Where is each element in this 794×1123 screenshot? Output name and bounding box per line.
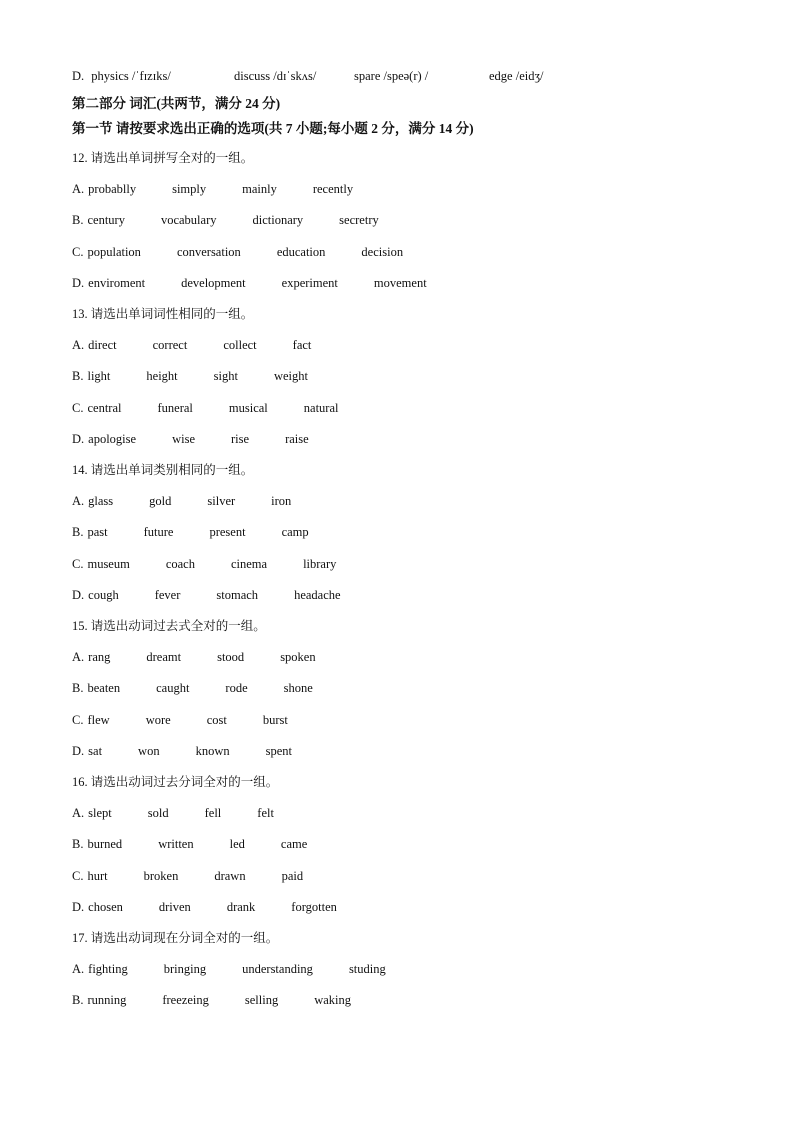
option-word: museum bbox=[87, 556, 130, 571]
option-row bbox=[72, 212, 379, 228]
question-stem: 16. 请选出动词过去分词全对的一组。 bbox=[72, 775, 279, 789]
option-word: population bbox=[87, 244, 141, 259]
option-row bbox=[72, 431, 309, 447]
option-letter: B. bbox=[72, 369, 84, 384]
option-row bbox=[72, 649, 316, 665]
option-word: sat bbox=[88, 743, 103, 758]
option-word: apologise bbox=[88, 431, 137, 446]
option-word: won bbox=[138, 743, 160, 758]
option-word: stood bbox=[217, 650, 245, 665]
question-stem: 17. 请选出动词现在分词全对的一组。 bbox=[72, 931, 279, 945]
option-word: freezeing bbox=[162, 993, 209, 1008]
option-word: secretry bbox=[339, 213, 379, 228]
option-word: development bbox=[181, 275, 246, 290]
option-word: studing bbox=[348, 962, 386, 977]
option-letter: C. bbox=[72, 712, 84, 727]
option-word: felt bbox=[257, 806, 274, 821]
section-title: 第一节 请按要求选出正确的选项(共 7 小题;每小题 2 分，满分 14 分) bbox=[72, 121, 474, 136]
option-word: spoken bbox=[280, 650, 316, 665]
option-row bbox=[72, 992, 351, 1008]
option-word: decision bbox=[361, 244, 404, 259]
question-stem: 12. 请选出单词拼写全对的一组。 bbox=[72, 151, 254, 165]
option-word: drank bbox=[226, 899, 256, 914]
option-row bbox=[72, 368, 308, 384]
option-row bbox=[72, 868, 303, 884]
option-letter: A. bbox=[72, 338, 85, 353]
option-word: correct bbox=[152, 338, 188, 353]
option-row bbox=[72, 400, 339, 416]
option-word: direct bbox=[88, 338, 117, 353]
option-word: rise bbox=[231, 431, 250, 446]
option-letter: D. bbox=[72, 899, 85, 914]
option-word: burst bbox=[262, 712, 288, 727]
option-letter: A. bbox=[72, 650, 85, 665]
option-word: shone bbox=[283, 681, 313, 696]
option-letter: B. bbox=[72, 837, 84, 852]
option-word: wise bbox=[172, 431, 195, 446]
option-word: iron bbox=[271, 494, 292, 509]
option-row bbox=[72, 680, 313, 696]
question-stem: 13. 请选出单词词性相同的一组。 bbox=[72, 307, 254, 321]
option-word: gold bbox=[149, 494, 172, 509]
option-word: funeral bbox=[157, 400, 193, 415]
option-letter: D. bbox=[72, 275, 85, 290]
option-letter: C. bbox=[72, 868, 84, 883]
option-row bbox=[72, 836, 307, 852]
option-letter: D. bbox=[72, 587, 85, 602]
option-row bbox=[72, 805, 274, 821]
option-row bbox=[72, 337, 311, 353]
option-word: height bbox=[146, 369, 178, 384]
option-word: paid bbox=[281, 868, 304, 883]
option-letter: B. bbox=[72, 525, 84, 540]
option-word: written bbox=[158, 837, 194, 852]
option-letter: C. bbox=[72, 400, 84, 415]
option-word: vocabulary bbox=[160, 213, 217, 228]
option-word: dictionary bbox=[252, 213, 304, 228]
option-letter: A. bbox=[72, 806, 85, 821]
option-row bbox=[72, 556, 336, 572]
option-word: broken bbox=[143, 868, 179, 883]
option-word: natural bbox=[303, 400, 339, 415]
option-row bbox=[72, 961, 386, 977]
option-word: conversation bbox=[176, 244, 241, 259]
option-row bbox=[72, 524, 309, 540]
option-row bbox=[72, 899, 337, 915]
option-word: fact bbox=[292, 338, 312, 353]
option-letter: B. bbox=[72, 213, 84, 228]
option-word: drawn bbox=[214, 868, 246, 883]
option-letter: D. bbox=[72, 69, 85, 83]
option-word: recently bbox=[312, 182, 354, 197]
option-word: probablly bbox=[88, 182, 137, 197]
option-word: rode bbox=[225, 681, 248, 696]
option-word: understanding bbox=[242, 962, 313, 977]
option-word: stomach bbox=[216, 587, 259, 602]
option-d-phonetics bbox=[72, 68, 544, 84]
option-letter: C. bbox=[72, 244, 84, 259]
option-word: cost bbox=[206, 712, 227, 727]
option-word: fever bbox=[154, 587, 181, 602]
option-word: burned bbox=[87, 837, 123, 852]
option-word: sight bbox=[213, 369, 238, 384]
option-word: simply bbox=[172, 182, 207, 197]
option-row bbox=[72, 743, 292, 759]
option-word: bringing bbox=[163, 962, 207, 977]
option-letter: D. bbox=[72, 743, 85, 758]
option-word: future bbox=[143, 525, 174, 540]
option-word: experiment bbox=[281, 275, 338, 290]
option-word: dreamt bbox=[146, 650, 182, 665]
option-word: fell bbox=[204, 806, 222, 821]
option-word: physics /ˈfɪzɪks/ bbox=[91, 69, 171, 83]
question-stem: 15. 请选出动词过去式全对的一组。 bbox=[72, 619, 266, 633]
option-row bbox=[72, 244, 403, 260]
option-word: selling bbox=[244, 993, 279, 1008]
option-word: cough bbox=[88, 587, 119, 602]
option-word: weight bbox=[273, 369, 308, 384]
option-word: spare /speə(r) / bbox=[354, 69, 429, 83]
question-stem: 14. 请选出单词类别相同的一组。 bbox=[72, 463, 254, 477]
option-word: light bbox=[87, 369, 111, 384]
option-word: known bbox=[195, 743, 230, 758]
option-word: movement bbox=[373, 275, 427, 290]
option-word: slept bbox=[88, 806, 112, 821]
option-word: running bbox=[87, 993, 127, 1008]
option-word: library bbox=[303, 556, 337, 571]
option-letter: B. bbox=[72, 993, 84, 1008]
option-word: led bbox=[229, 837, 245, 852]
option-letter: A. bbox=[72, 182, 85, 197]
option-word: driven bbox=[158, 899, 191, 914]
option-word: fighting bbox=[88, 962, 128, 977]
option-word: musical bbox=[228, 400, 268, 415]
option-word: glass bbox=[88, 494, 114, 509]
option-word: rang bbox=[88, 650, 111, 665]
option-word: raise bbox=[285, 431, 309, 446]
option-word: flew bbox=[87, 712, 110, 727]
part-title: 第二部分 词汇(共两节，满分 24 分) bbox=[72, 96, 281, 111]
option-letter: A. bbox=[72, 962, 85, 977]
option-letter: D. bbox=[72, 431, 85, 446]
option-word: spent bbox=[265, 743, 292, 758]
option-word: central bbox=[87, 400, 122, 415]
option-word: forgotten bbox=[291, 899, 337, 914]
option-word: came bbox=[280, 837, 308, 852]
option-word: caught bbox=[156, 681, 190, 696]
option-letter: A. bbox=[72, 494, 85, 509]
option-word: hurt bbox=[87, 868, 108, 883]
option-word: headache bbox=[294, 587, 341, 602]
option-word: education bbox=[276, 244, 326, 259]
option-word: cinema bbox=[230, 556, 268, 571]
option-row bbox=[72, 712, 288, 728]
option-word: wore bbox=[145, 712, 171, 727]
option-row bbox=[72, 181, 353, 197]
option-word: past bbox=[87, 525, 108, 540]
option-word: mainly bbox=[242, 182, 277, 197]
option-word: coach bbox=[165, 556, 195, 571]
option-word: collect bbox=[223, 338, 257, 353]
option-word: discuss /dɪˈskʌs/ bbox=[234, 69, 317, 83]
option-word: waking bbox=[314, 993, 352, 1008]
option-word: silver bbox=[207, 494, 236, 509]
option-row bbox=[72, 587, 341, 603]
option-word: enviroment bbox=[88, 275, 146, 290]
option-word: beaten bbox=[87, 681, 121, 696]
option-word: chosen bbox=[88, 899, 123, 914]
option-word: camp bbox=[281, 525, 309, 540]
option-word: sold bbox=[147, 806, 169, 821]
option-word: present bbox=[209, 525, 246, 540]
option-word: edge /eidʒ/ bbox=[489, 69, 544, 83]
option-letter: B. bbox=[72, 681, 84, 696]
option-letter: C. bbox=[72, 556, 84, 571]
option-row bbox=[72, 275, 427, 291]
option-word: century bbox=[87, 213, 125, 228]
option-row bbox=[72, 493, 291, 509]
